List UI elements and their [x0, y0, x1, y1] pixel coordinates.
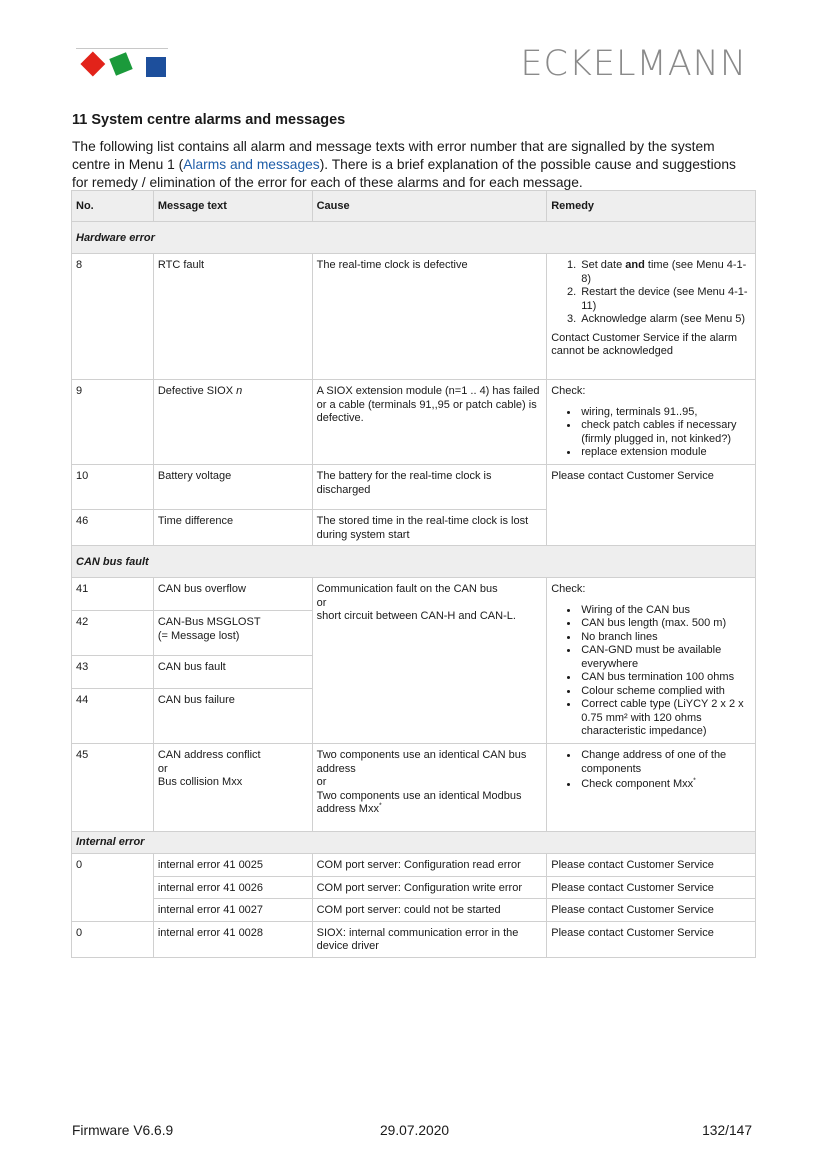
addr-remedy-list — [579, 749, 751, 792]
list-item: • Change address of one of the components — [579, 749, 751, 776]
table-row: internal error 41 0026 COM port server: Configuration write error Please contact Customer Service — [72, 876, 756, 899]
col-header-remedy: Remedy — [547, 191, 756, 222]
table-header-row — [72, 191, 756, 222]
table-row: 41 CAN bus overflow Communication fault on the CAN bus or short circuit between CAN-H and CAN-L. Check: • Wiring of the CAN bus • CAN bus length (max. 500 m) • No branch lines • CAN-GND must be available everywhere • CAN bus termination 100 ohms • Colour scheme complied with • Correct cable type (LiYCY 2 x 2 x 0.75 mm² with 120 ohms characteristic impedance) — [72, 578, 756, 611]
footer-date: 29.07.2020 — [380, 1123, 450, 1138]
rtc-remedy-note: Contact Customer Service if the alarm cannot be acknowledged — [551, 331, 738, 357]
table-row: 45 CAN address conflict or Bus collision Mxx Two components use an identical CAN bus address or Two components use an identical Modbus address Mxx* • Change address of one of the components • Check component Mxx* — [72, 744, 756, 832]
footer-page-number: 132/147 — [702, 1123, 752, 1138]
list-item: • CAN bus termination 100 ohms — [579, 671, 751, 685]
alarms-messages-link[interactable]: Alarms and messages — [183, 157, 320, 172]
table-row: 46 Time difference The stored time in the real-time clock is lost during system start — [72, 510, 756, 546]
list-item: • Colour scheme complied with — [579, 685, 751, 699]
list-item: 3. Acknowledge alarm (see Menu 5) — [579, 313, 751, 327]
list-item: • CAN-GND must be available everywhere — [579, 644, 751, 671]
col-header-no: No. — [72, 191, 154, 222]
list-item: • Correct cable type (LiYCY 2 x 2 x 0.75 mm² with 120 ohms characteristic impedance) — [579, 698, 751, 739]
brand-wordmark: ECKELMANN — [520, 44, 747, 84]
list-item: • wiring, terminals 91..95, — [579, 406, 751, 420]
table-row: 10 Battery voltage The battery for the real-time clock is discharged Please contact Customer Service — [72, 465, 756, 510]
list-item: • CAN bus length (max. 500 m) — [579, 617, 751, 631]
list-item: 2. Restart the device (see Menu 4-1-11) — [579, 286, 751, 313]
section-row-hardware: Hardware error — [72, 222, 756, 254]
table-row: 43 CAN bus fault — [72, 656, 756, 689]
table-row: 44 CAN bus failure — [72, 689, 756, 744]
list-item: • Wiring of the CAN bus — [579, 604, 751, 618]
section-row-internal: Internal error — [72, 832, 756, 854]
intro-paragraph: The following list contains all alarm and message texts with error number that are signalled by the system centre in Menu 1 (Alarms and messages). There is a brief explanation of the possible cause and suggestions for remedy / elimination of the error for each of these alarms and for each message. — [72, 139, 736, 190]
table-row: 42 CAN-Bus MSGLOST (= Message lost) — [72, 611, 756, 656]
col-header-message: Message text — [153, 191, 312, 222]
footer-firmware: Firmware V6.6.9 — [72, 1123, 174, 1138]
section-row-can: CAN bus fault — [72, 546, 756, 578]
siox-remedy-list — [579, 406, 751, 460]
section-title: 11 System centre alarms and messages — [72, 112, 346, 128]
list-item: • check patch cables if necessary (firmly plugged in, not kinked?) — [579, 419, 751, 446]
list-item: • replace extension module — [579, 446, 751, 460]
table-row: 0 internal error 41 0028 SIOX: internal communication error in the device driver Please contact Customer Service — [72, 921, 756, 957]
list-item: 1. Set date and time (see Menu 4-1-8) — [579, 259, 751, 286]
alarm-table — [71, 190, 756, 958]
table-row: 0 internal error 41 0025 COM port server: Configuration read error Please contact Customer Service — [72, 854, 756, 877]
can-remedy-list — [579, 604, 751, 739]
table-row: internal error 41 0027 COM port server: could not be started Please contact Customer Service — [72, 899, 756, 922]
rtc-remedy-steps — [579, 259, 751, 327]
table-row: 8 RTC fault The real-time clock is defective 1. Set date and time (see Menu 4-1-8) 2. Restart the device (see Menu 4-1-11) 3. Acknowledge alarm (see Menu 5) Contact Customer Service if the alarm cannot be acknowledged — [72, 254, 756, 380]
list-item: • No branch lines — [579, 631, 751, 645]
eckelmann-logo — [76, 48, 168, 80]
col-header-cause: Cause — [312, 191, 547, 222]
list-item: • Check component Mxx* — [579, 778, 751, 792]
table-row: 9 Defective SIOX n A SIOX extension module (n=1 .. 4) has failed or a cable (terminals 91,,95 or patch cable) is defective. Check: • wiring, terminals 91..95, • check patch cables if necessary (firmly plugged in, not kinked?) • replace extension module — [72, 380, 756, 465]
